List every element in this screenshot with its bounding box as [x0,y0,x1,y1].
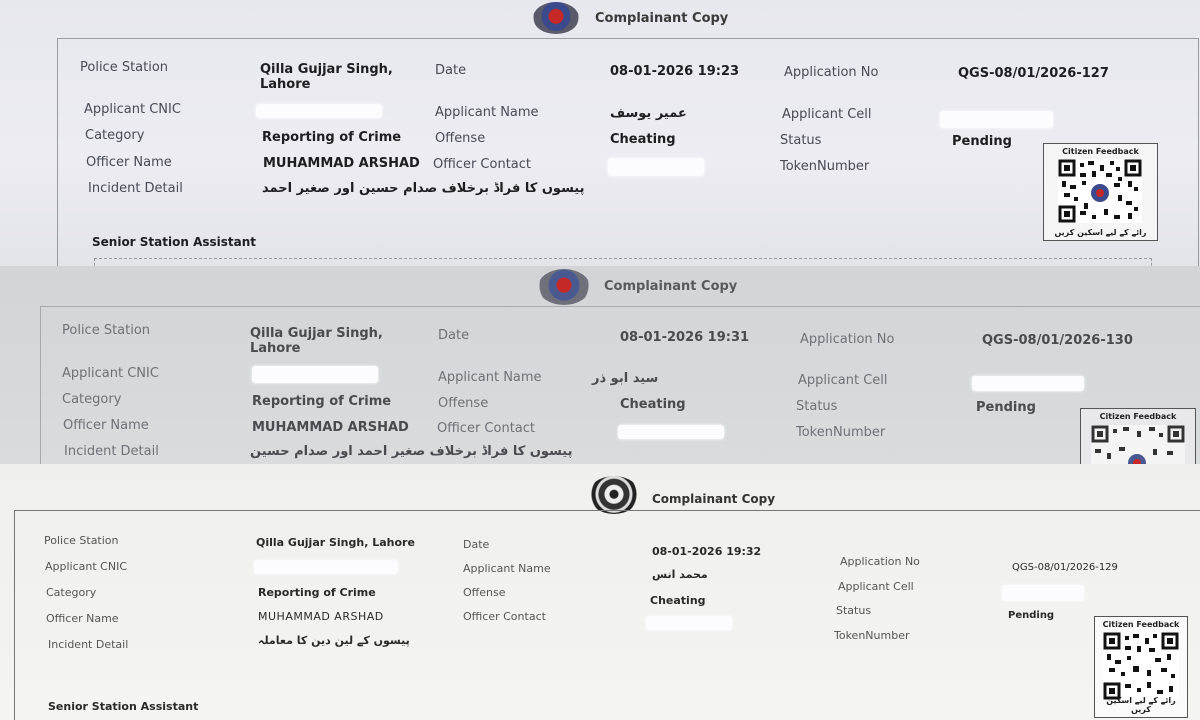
incident-detail-value: پیسوں کے لین دین کا معاملہ [258,634,410,647]
status-label: Status [796,399,838,414]
police-station-value-line2: Lahore [260,77,311,92]
officer-contact-label: Officer Contact [463,610,546,623]
redacted-cnic [254,560,398,574]
complainant-copy-3 [0,464,1200,720]
date-value: 08-01-2026 19:32 [652,545,762,558]
incident-detail-value: پیسوں کا فراڈ برخلاف صدام حسین اور صغیر احمد [262,181,585,196]
applicant-cell-label: Applicant Cell [782,107,872,122]
redacted-officer-contact [646,616,732,630]
qr-code-icon[interactable] [1103,632,1179,700]
complainant-copy-1 [0,0,1200,266]
category-value: Reporting of Crime [262,130,402,145]
qr-footer: رائے کے لیے اسکین کریں [1106,696,1176,714]
police-station-value: Qilla Gujjar Singh, [250,326,383,341]
applicant-cnic-label: Applicant CNIC [84,102,181,117]
punjab-police-seal-icon [588,476,640,514]
officer-name-label: Officer Name [63,418,149,433]
qr-code-icon[interactable] [1091,425,1185,464]
senior-station-assistant-label: Senior Station Assistant [48,700,199,713]
offense-value: Cheating [610,132,676,147]
application-no-value: QGS-08/01/2026-129 [1012,562,1118,573]
senior-station-assistant-label: Senior Station Assistant [92,235,257,249]
citizen-feedback-qr-box [1094,616,1188,718]
status-value: Pending [952,134,1012,149]
punjab-police-seal-icon [533,2,579,34]
date-label: Date [463,538,490,551]
date-label: Date [438,328,470,343]
incident-detail-label: Incident Detail [48,638,129,651]
qr-title: Citizen Feedback [1099,412,1177,421]
redacted-officer-contact [608,158,704,176]
applicant-name-label: Applicant Name [435,105,539,120]
redacted-officer-contact [618,425,724,439]
officer-name-value: MUHAMMAD ARSHAD [263,156,420,171]
date-value: 08-01-2026 19:31 [620,330,750,345]
redacted-cnic [256,104,382,118]
applicant-cell-label: Applicant Cell [798,373,888,388]
applicant-name-value: محمد انس [652,568,708,581]
officer-name-label: Officer Name [86,155,172,170]
category-label: Category [85,128,145,143]
offense-label: Offense [463,586,506,599]
applicant-cnic-label: Applicant CNIC [62,366,159,381]
status-value: Pending [1008,610,1055,621]
applicant-name-value: عمیر یوسف [610,106,687,121]
status-label: Status [836,604,872,617]
applicant-name-label: Applicant Name [463,562,551,575]
offense-label: Offense [435,131,486,146]
incident-detail-label: Incident Detail [64,444,159,459]
qr-title: Citizen Feedback [1102,620,1180,629]
status-value: Pending [976,400,1036,415]
officer-name-label: Officer Name [46,612,119,625]
copy-header: Complainant Copy [595,11,729,26]
qr-footer: رائے کے لیے اسکین کریں [1054,228,1147,237]
date-label: Date [435,63,467,78]
application-no-label: Application No [784,65,879,80]
redacted-cell [1002,585,1084,601]
police-station-value: Qilla Gujjar Singh, Lahore [256,536,415,549]
signature-box [94,258,1152,266]
application-no-value: QGS-08/01/2026-127 [958,66,1109,81]
incident-detail-value: پیسوں کا فراڈ برخلاف صغیر احمد اور صدام حسین [250,444,573,459]
complainant-copy-2 [0,266,1200,464]
token-number-label: TokenNumber [780,159,870,174]
applicant-name-label: Applicant Name [438,370,542,385]
offense-label: Offense [438,396,489,411]
police-station-label: Police Station [44,534,119,547]
application-no-value: QGS-08/01/2026-130 [982,333,1133,348]
category-value: Reporting of Crime [252,394,392,409]
police-station-value: Qilla Gujjar Singh, [260,62,393,77]
redacted-cell [940,111,1053,128]
application-no-label: Application No [840,555,920,568]
police-station-label: Police Station [62,323,151,338]
police-station-label: Police Station [80,60,169,75]
applicant-cnic-label: Applicant CNIC [45,560,128,573]
token-number-label: TokenNumber [796,425,886,440]
officer-name-value: MUHAMMAD ARSHAD [258,610,384,623]
citizen-feedback-qr-box [1043,143,1158,241]
copy-header: Complainant Copy [604,279,738,294]
category-label: Category [46,586,97,599]
offense-value: Cheating [650,594,706,607]
redacted-cnic [252,366,378,383]
qr-code-icon[interactable] [1058,159,1142,223]
category-label: Category [62,392,122,407]
applicant-name-value: سید ابو ذر [592,371,659,386]
application-no-label: Application No [800,332,895,347]
applicant-cell-label: Applicant Cell [838,580,914,593]
police-station-value-line2: Lahore [250,341,301,356]
copy-header: Complainant Copy [652,492,776,506]
status-label: Status [780,133,822,148]
offense-value: Cheating [620,397,686,412]
category-value: Reporting of Crime [258,586,376,599]
officer-contact-label: Officer Contact [437,421,536,436]
officer-name-value: MUHAMMAD ARSHAD [252,420,409,435]
citizen-feedback-qr-box [1080,408,1196,464]
punjab-police-seal-icon [538,269,590,305]
token-number-label: TokenNumber [834,629,910,642]
redacted-cell [972,376,1084,391]
incident-detail-label: Incident Detail [88,181,183,196]
officer-contact-label: Officer Contact [433,157,532,172]
qr-title: Citizen Feedback [1062,147,1139,156]
date-value: 08-01-2026 19:23 [610,64,740,79]
